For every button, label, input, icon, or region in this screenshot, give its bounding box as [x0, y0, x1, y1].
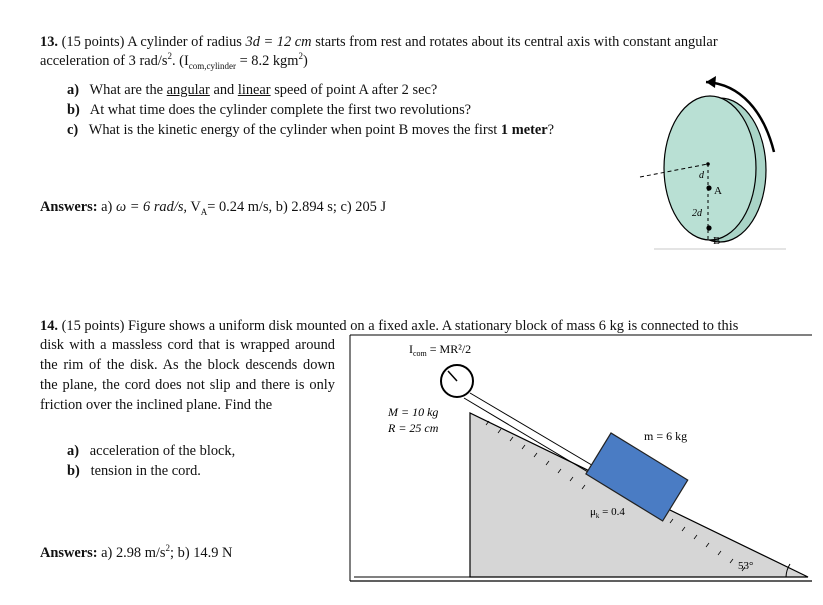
label-b: B: [713, 235, 721, 247]
q13-item-c: c) What is the kinetic energy of the cylinder when point B moves the first 1 meter?: [67, 122, 555, 138]
cylinder-figure: [636, 72, 792, 252]
q13-radius: 3d = 12 cm: [245, 34, 312, 50]
q13-number: 13.: [40, 34, 58, 50]
q13-stem-line1: 13. (15 points) A cylinder of radius 3d = 12 cm starts from rest and rotates about its central axis with constant angular: [40, 34, 718, 50]
q14-answers: Answers: a) 2.98 $m/s^2$; b) 14.9 N: [40, 543, 233, 561]
label-2d: 2d: [692, 208, 702, 219]
q13-item-b: b) At what time does the cylinder complete the first two revolutions?: [67, 102, 472, 118]
friction-label: $\mu_k = 0.4$: [590, 506, 625, 520]
cylinder-face: [664, 96, 756, 240]
q13-points: (15 points): [61, 34, 125, 50]
disk-mass-label: M = 10 kg: [388, 405, 439, 419]
q14-stem-line1: 14. (15 points) Figure shows a uniform disk mounted on a fixed axle. A stationary block of mass 6 kg is connected to this: [40, 318, 739, 334]
block-mass-label: m = 6 kg: [644, 429, 688, 443]
point-b: [706, 225, 711, 230]
point-a: [706, 185, 711, 190]
label-a: A: [714, 185, 722, 197]
center-point: [706, 162, 710, 166]
q13-item-a: a) What are the angular and linear speed of point A after 2 sec?: [67, 82, 438, 98]
q14-number: 14.: [40, 318, 58, 334]
disk-radius-label: R = 25 cm: [388, 421, 439, 435]
label-d: d: [699, 170, 704, 181]
q14-item-a: a) acceleration of the block,: [67, 443, 236, 459]
incline-figure: [346, 333, 816, 585]
angle-label: 53°: [738, 560, 754, 572]
q14-points: (15 points): [61, 318, 125, 334]
q14-item-b: b) tension in the cord.: [67, 463, 201, 479]
q13-stem-line2: acceleration of 3 rad/$s^2$. ($I_{com,cylinder} = 8.2$ kgm$^2$): [40, 51, 308, 71]
icom-label: $I_{com} = MR^2/2$: [409, 342, 472, 358]
q14-stem-body: disk with a massless cord that is wrapped around the rim of the disk. As the block descends down the plane, the cord does not slip and there is only friction over the inclined plane. Find the: [40, 337, 335, 413]
rotation-arrowhead: [706, 76, 716, 88]
q13-answers: Answers: a) ω = 6 rad/s, $V_A= 0.24$ m/s, b) 2.894 s; c) 205 J: [40, 199, 387, 217]
